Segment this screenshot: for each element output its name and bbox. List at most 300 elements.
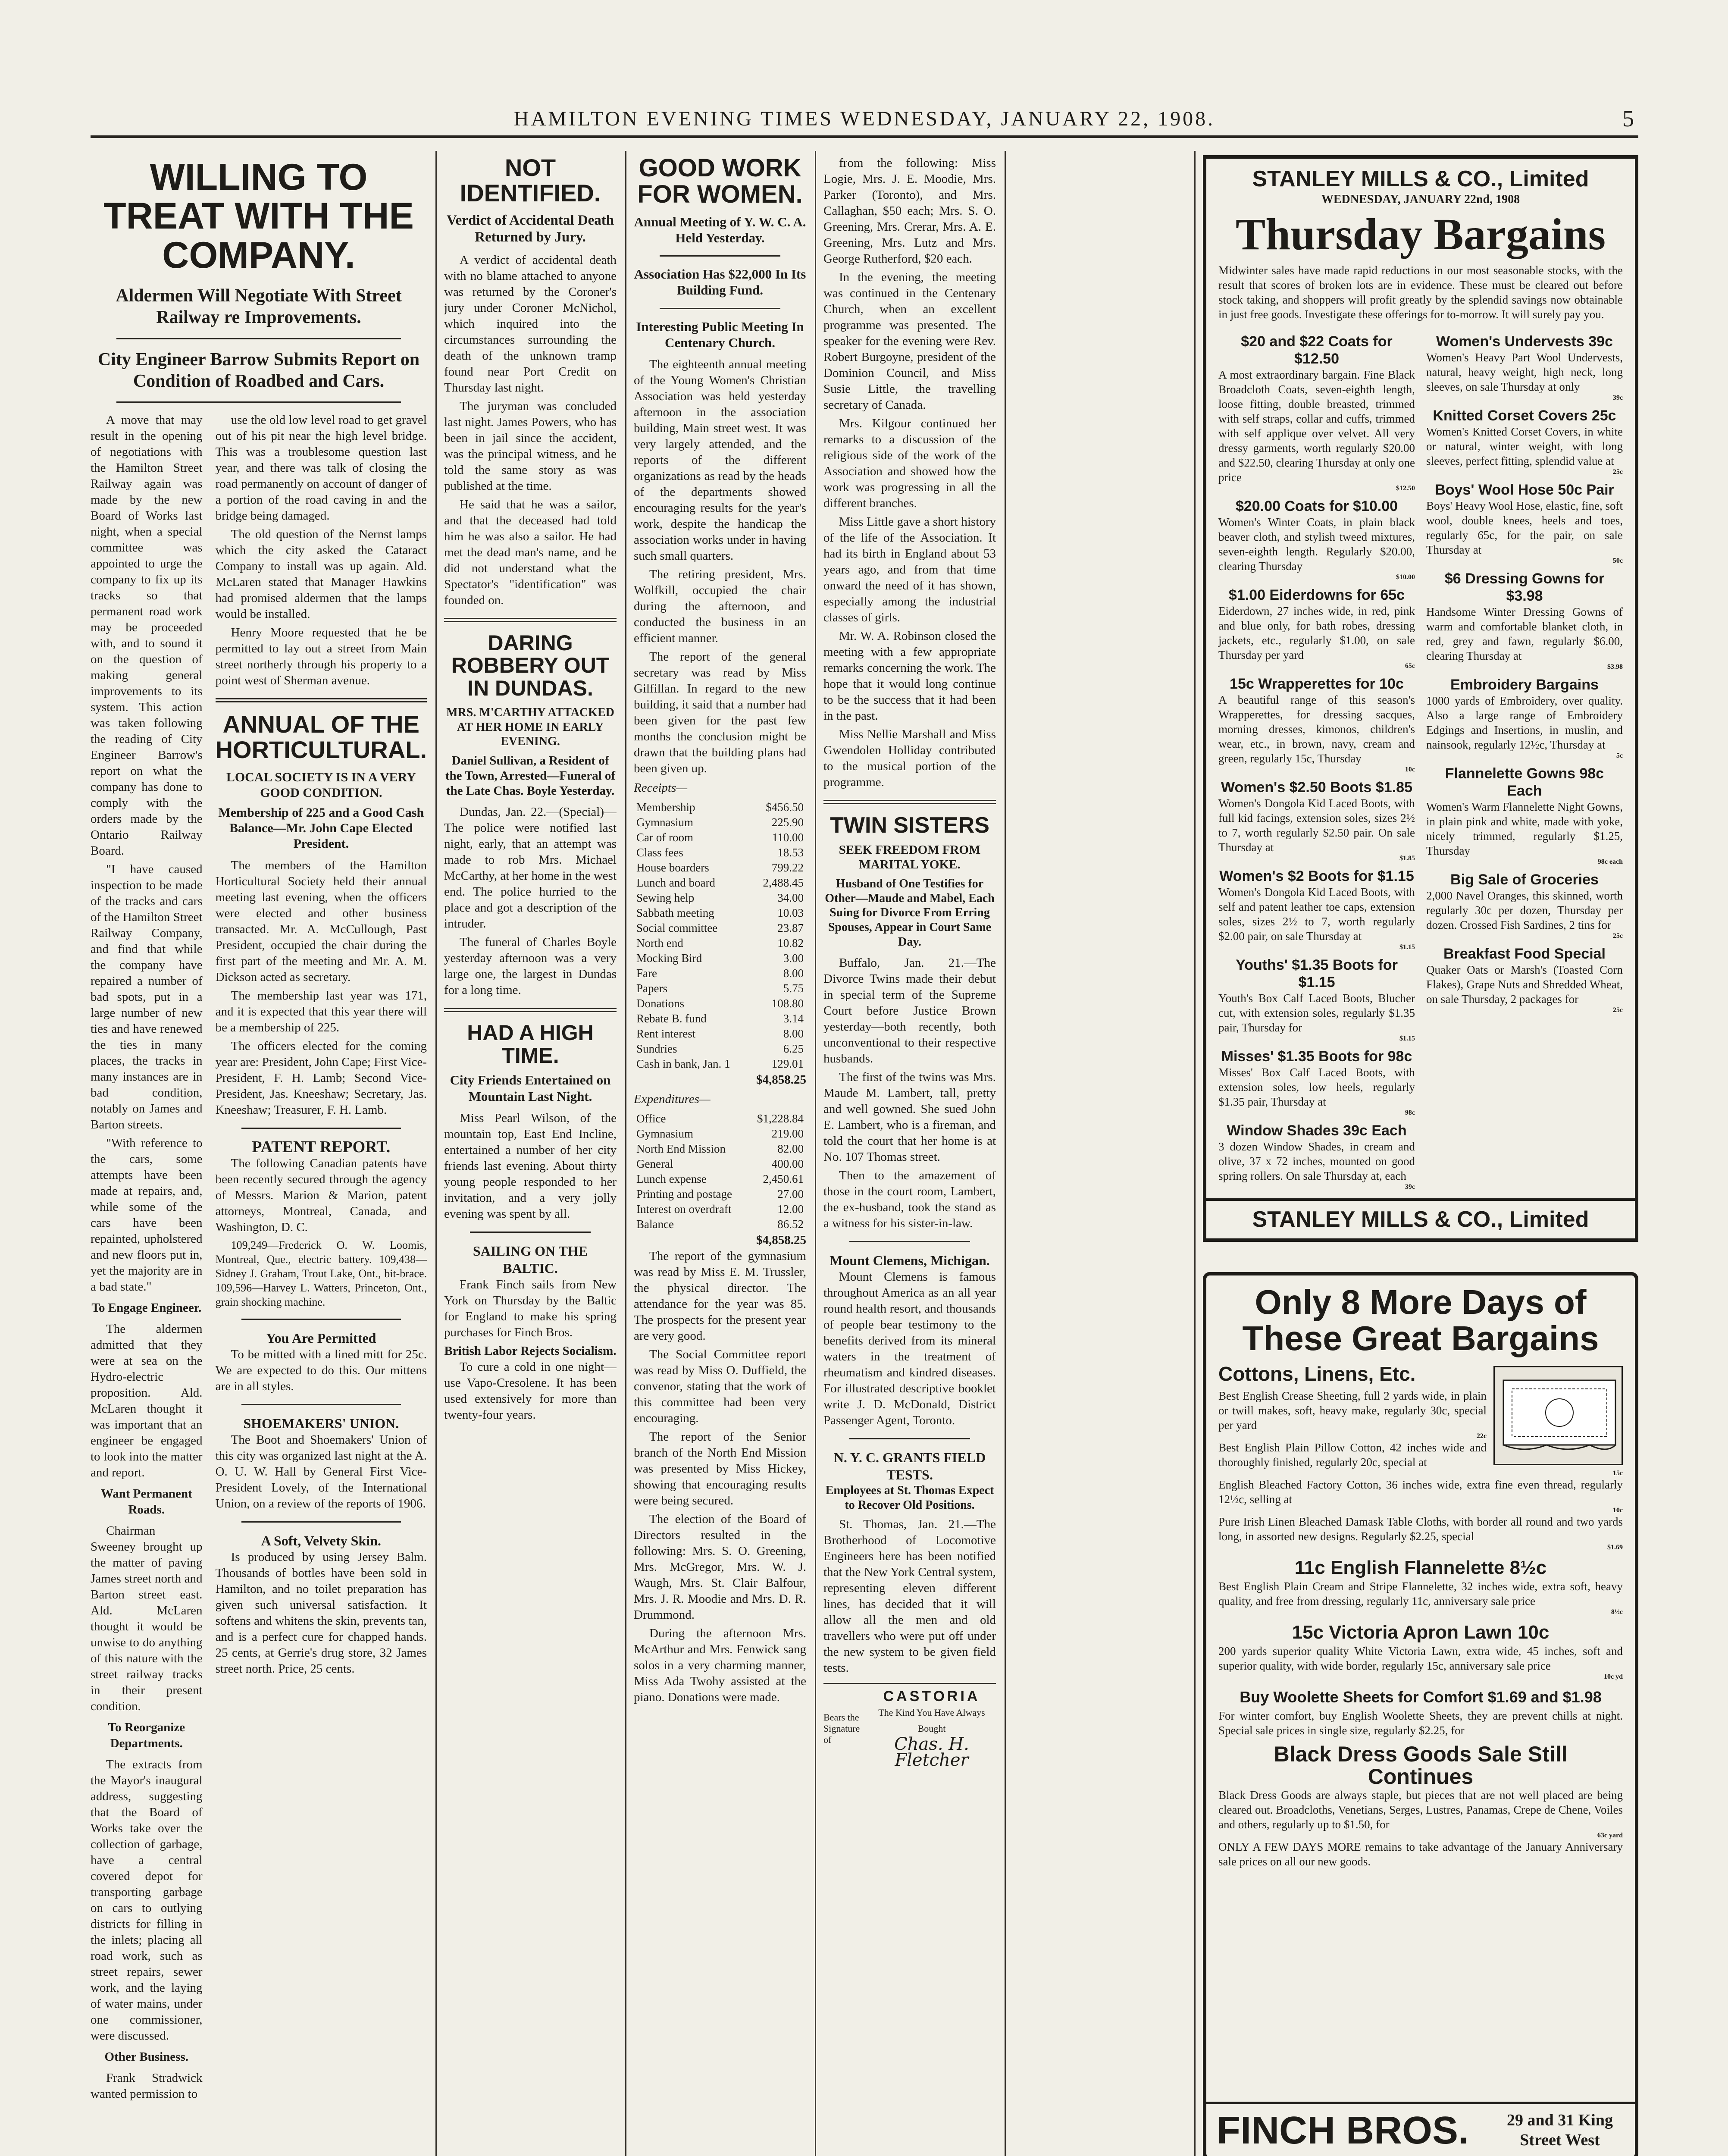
headline-velvety-skin: A Soft, Velvety Skin. bbox=[261, 1533, 381, 1549]
receipt-value: 3.00 bbox=[783, 951, 804, 965]
ad-item-price: 10c bbox=[1405, 765, 1415, 773]
headline-good-work: GOOD WORK FOR WOMEN. bbox=[637, 155, 803, 208]
receipt-row bbox=[635, 936, 805, 950]
receipt-label: Lunch and board bbox=[636, 876, 715, 889]
receipt-row bbox=[635, 997, 805, 1011]
finch-footer bbox=[1206, 2102, 1635, 2156]
paragraph: He said that he was a sailor, and that the deceased had told him he was also a sailor. He had met the dead man's name, and he did not understand what the Spectator's "identification" was founded on. bbox=[444, 497, 617, 607]
ad-item-desc: Quaker Oats or Marsh's (Toasted Corn Flakes), Grape Nuts and Shredded Wheat, on sale Thursday, 2 packages for bbox=[1426, 963, 1623, 1006]
finch-price: 22c bbox=[1476, 1432, 1487, 1440]
expenditure-label: Balance bbox=[636, 1217, 674, 1231]
ad-intro: Midwinter sales have made rapid reductions in our most seasonable stocks, with the result that scores of broken lots are in evidence. These must be cleared out before stock taking, and shoppers will profit greatly by the splendid savings now obtainable in just free goods. Investigate these offerings for to-morrow. It will surely pay you. bbox=[1218, 263, 1623, 321]
paragraph: from the following: Miss Logie, Mrs. J. E. Moodie, Mrs. Parker (Toronto), and Mrs. Callaghan, $50 each; Mrs. S. O. Greening, Mrs. Crerar, Mrs. A. E. Greening, Mrs. Lutz and Mrs. George Rutherford, $20 each. bbox=[823, 156, 996, 266]
ad-item-desc: Women's Dongola Kid Laced Boots, with full kid facings, extension soles, sizes 2½ to 7, worth regularly $2.50 pair. On sale Thursday at bbox=[1218, 796, 1415, 854]
linens-illustration-icon bbox=[1493, 1366, 1623, 1465]
receipt-label: Membership bbox=[636, 800, 695, 814]
expenditure-label: Interest on overdraft bbox=[636, 1202, 732, 1216]
receipt-row bbox=[635, 846, 805, 860]
expenditures-table bbox=[634, 1111, 806, 1232]
receipt-row bbox=[635, 906, 805, 920]
paragraph: The aldermen admitted that they were at sea on the Hydro-electric proposition. Ald. McLaren thought it was important that an engineer be engaged to look into the matter and report. bbox=[91, 1322, 203, 1480]
ad-item-title: 15c Wrapperettes for 10c bbox=[1230, 675, 1404, 692]
ad-item bbox=[1426, 333, 1623, 402]
finch-subhead: 11c English Flannelette 8½c bbox=[1294, 1557, 1547, 1579]
paragraph: During the afternoon Mrs. McArthur and Mrs. Fenwick sang solos in a very charming manner, Miss Ada Twohy assisted at the piano. Donations were made. bbox=[634, 1626, 806, 1704]
masthead-title: HAMILTON EVENING TIMES WEDNESDAY, JANUARY 22, 1908. bbox=[513, 107, 1215, 130]
ad-item bbox=[1218, 586, 1415, 670]
ad-item bbox=[1218, 779, 1415, 862]
subhead: To Engage Engineer. bbox=[91, 1301, 202, 1315]
finch-bros-ad bbox=[1203, 1272, 1638, 2156]
receipt-value: 129.01 bbox=[771, 1057, 804, 1070]
receipt-label: Class fees bbox=[636, 846, 683, 859]
ad-item bbox=[1426, 676, 1623, 760]
ad-item-desc: Women's Warm Flannelette Night Gowns, in plain pink and white, made with yoke, nicely trimmed, regularly $1.25, Thursday bbox=[1426, 800, 1623, 857]
ad-item-title: Boys' Wool Hose 50c Pair bbox=[1435, 481, 1614, 498]
finch-subhead: Black Dress Goods Sale Still Continues bbox=[1274, 1742, 1568, 1789]
finch-item: Best English Crease Sheeting, full 2 yards wide, in plain or twill makes, soft, heavy make, regularly 30c, special per yard bbox=[1218, 1389, 1487, 1432]
article-body-right bbox=[216, 412, 427, 2105]
divider bbox=[660, 308, 780, 309]
ad-item-desc: A beautiful range of this season's Wrapperettes, for dressing sacques, morning dresses, kimonos, children's wear, etc., in brown, navy, cream and green, regularly 15c, Thursday bbox=[1218, 693, 1415, 765]
expenditure-label: Lunch expense bbox=[636, 1172, 707, 1185]
paragraph: "I have caused inspection to be made of the tracks and cars of the Hamilton Street Railway Company, and find that while the company have repaired a number of bad spots, put in a large number of new ties and have renewed the ties in many places, the tracks in many instances are in bad condition, notably on James and Barton streets. bbox=[91, 862, 203, 1132]
paragraph: To be mitted with a lined mitt for 25c. We are expected to do this. Our mittens are in all styles. bbox=[215, 1348, 427, 1394]
receipt-row bbox=[635, 966, 805, 981]
headline-not-identified: NOT IDENTIFIED. bbox=[460, 155, 601, 207]
expenditure-row bbox=[635, 1142, 805, 1156]
paragraph: 109,249—Frederick O. W. Loomis, Montreal, Que., electric battery. 109,438—Sidney J. Graham, Trout Lake, Ont., bit-brace. 109,596—Harvey L. Watters, Princeton, Ont., grain shocking machine. bbox=[215, 1239, 427, 1309]
deck-horticultural: LOCAL SOCIETY IS IN A VERY GOOD CONDITION. bbox=[226, 770, 416, 800]
column-rule bbox=[1194, 151, 1196, 2156]
column-4 bbox=[634, 155, 806, 2156]
receipt-row bbox=[635, 951, 805, 965]
paragraph: The extracts from the Mayor's inaugural address, suggesting that the Board of Works take over the collection of garbage, have a central covered depot for transporting garbage on cars to outlying districts for filling in the inlets; placing all road work, such as street repairs, sewer work, and the laying of water mains, under one commissioner, were discussed. bbox=[91, 1758, 203, 2043]
ad-item-desc: 3 dozen Window Shades, in cream and olive, 37 x 72 inches, mounted on good spring rollers. On sale Thursday at, each bbox=[1218, 1140, 1415, 1182]
castoria-brand: CASTORIA bbox=[883, 1688, 980, 1705]
ad-item-price: $1.85 bbox=[1399, 854, 1415, 862]
ad-item-title: Knitted Corset Covers 25c bbox=[1433, 407, 1616, 424]
receipt-label: Papers bbox=[636, 981, 667, 995]
expenditure-value: 219.00 bbox=[771, 1127, 804, 1140]
expenditure-row bbox=[635, 1112, 805, 1126]
expenditure-value: $1,228.84 bbox=[757, 1112, 804, 1125]
receipt-row bbox=[635, 830, 805, 845]
deck-centenary: Interesting Public Meeting In Centenary Church. bbox=[636, 319, 804, 350]
paragraph: Dundas, Jan. 22.—(Special)—The police were notified last night, early, that an attempt was made to rob Mrs. Michael McCarthy, at her home in the west end. The police hurried to the place and got a description of the intruder. bbox=[444, 805, 617, 931]
paragraph: In the evening, the meeting was continued in the Centenary Church, when an excellent programme was presented. The speaker for the evening were Rev. Robert Burgoyne, president of the Dominion Council, and Miss Susie Little, the travelling secretary of Canada. bbox=[823, 270, 996, 412]
paragraph: The report of the general secretary was read by Miss Gilfillan. In regard to the new building, it said that a number had been given for the past few months the conclusion might be drawn that the building plans had been given up. bbox=[634, 649, 806, 775]
ad-items-right bbox=[1426, 328, 1623, 1195]
deck-twin-sisters-2: Husband of One Testifies for Other—Maude and Mabel, Each Suing for Divorce From Erring Spouses, Appear in Court Same Day. bbox=[825, 877, 995, 949]
ad-item bbox=[1218, 868, 1415, 951]
paragraph: The Social Committee report was read by Miss O. Duffield, the convenor, stating that the work of this committee had been very encouraging. bbox=[634, 1347, 806, 1425]
deck-street-railway: Aldermen Will Negotiate With Street Railway re Improvements. bbox=[116, 285, 402, 328]
ad-item-title: Women's $2 Boots for $1.15 bbox=[1219, 868, 1414, 884]
deck-not-identified: Verdict of Accidental Death Returned by Jury. bbox=[446, 212, 614, 245]
receipt-value: 2,488.45 bbox=[763, 876, 804, 889]
ad-item-title: Misses' $1.35 Boots for 98c bbox=[1221, 1048, 1412, 1065]
receipt-row bbox=[635, 861, 805, 875]
receipt-value: 3.14 bbox=[783, 1012, 804, 1025]
receipt-label: North end bbox=[636, 936, 683, 950]
expenditure-label: North End Mission bbox=[636, 1142, 726, 1155]
divider bbox=[470, 1232, 591, 1233]
castoria-tagline: The Kind You Have Always Bought bbox=[878, 1707, 985, 1734]
deck-high-time: City Friends Entertained on Mountain Last Night. bbox=[450, 1072, 611, 1104]
divider bbox=[444, 1008, 617, 1012]
divider bbox=[216, 698, 427, 702]
headline-you-are-permitted: You Are Permitted bbox=[266, 1330, 376, 1346]
ad-item bbox=[1218, 956, 1415, 1043]
subhead: To Reorganize Departments. bbox=[108, 1720, 185, 1751]
finch-subhead: Buy Woolette Sheets for Comfort $1.69 and $1.98 bbox=[1240, 1688, 1602, 1706]
receipt-value: 34.00 bbox=[777, 891, 804, 904]
ad-items-left bbox=[1218, 328, 1415, 1195]
headline-shoemakers-union: SHOEMAKERS' UNION. bbox=[243, 1416, 399, 1432]
divider bbox=[849, 1438, 970, 1439]
receipt-label: Sabbath meeting bbox=[636, 906, 714, 919]
ad-company-name: STANLEY MILLS & CO., Limited bbox=[1252, 166, 1589, 191]
receipt-label: Mocking Bird bbox=[636, 951, 702, 965]
ad-item-price: 98c each bbox=[1597, 858, 1623, 865]
ad-date: WEDNESDAY, JANUARY 22nd, 1908 bbox=[1321, 192, 1520, 206]
paragraph: Frank Stradwick wanted permission to bbox=[91, 2071, 203, 2101]
receipt-label: Fare bbox=[636, 966, 657, 980]
divider bbox=[241, 1128, 401, 1129]
ad-item-price: 25c bbox=[1612, 932, 1623, 940]
ad-item-title: Big Sale of Groceries bbox=[1450, 871, 1599, 888]
paragraph: The first of the twins was Mrs. Maude M. Lambert, tall, pretty and well gowned. She sued John E. Lambert, who is a fireman, and told the court that her home is at No. 107 Thomas street. bbox=[823, 1070, 996, 1164]
page-number: 5 bbox=[1622, 106, 1634, 132]
receipt-label: Rebate B. fund bbox=[636, 1012, 707, 1025]
paragraph: A move that may result in the opening of negotiations with the Hamilton Street Railway again was made by the new Board of Works last night, when a special committee was appointed to urge the company to fix up its tracks so that permanent road work may be proceeded with, and to sound it on the question of making general improvements to its system. This action was taken following the reading of City Engineer Barrow's report on what the company has done to comply with the orders made by the Ontario Railway Board. bbox=[91, 413, 203, 858]
receipt-value: 108.80 bbox=[771, 997, 804, 1010]
receipt-value: $456.50 bbox=[766, 800, 804, 814]
finch-item: ONLY A FEW DAYS MORE remains to take advantage of the January Anniversary sale prices on all our new goods. bbox=[1218, 1840, 1623, 1868]
paragraph: Is produced by using Jersey Balm. Thousands of bottles have been sold in Hamilton, and no toilet preparation has given such universal satisfaction. It softens and whitens the skin, prevents tan, and is a perfect cure for chapped hands. 25 cents, at Gerrie's drug store, 32 James street north. Price, 25 cents. bbox=[215, 1550, 427, 1676]
divider bbox=[823, 800, 996, 804]
receipt-label: Cash in bank, Jan. 1 bbox=[636, 1057, 730, 1070]
ad-item-price: 98c bbox=[1405, 1109, 1415, 1116]
receipt-label: Social committee bbox=[636, 921, 718, 934]
article-street-railway bbox=[91, 155, 427, 2156]
ad-item-desc: 1000 yards of Embroidery, over quality. Also a large range of Embroidery Edgings and Insertions, in muslin, and nainsook, regularly 12½c, Thursday at bbox=[1426, 694, 1623, 751]
subhead: Want Permanent Roads. bbox=[100, 1487, 192, 1517]
receipt-row bbox=[635, 876, 805, 890]
finch-price: 15c bbox=[1612, 1470, 1623, 1477]
ad-item-price: 65c bbox=[1405, 662, 1415, 670]
headline-twin-sisters: TWIN SISTERS bbox=[830, 813, 989, 838]
ad-item-desc: A most extraordinary bargain. Fine Black Broadcloth Coats, seven-eighth length, loose fitting, double breasted, trimmed with self straps, collar and cuffs, trimmed with self applique over velvet. All very dressy garments, worth regularly $20.00 and $22.50, clearing Thursday at only one price bbox=[1218, 368, 1415, 484]
finch-price: $1.69 bbox=[1607, 1544, 1623, 1551]
ad-item-price: $12.50 bbox=[1396, 484, 1415, 492]
paragraph: Mr. W. A. Robinson closed the meeting with a few appropriate remarks concerning the work. The hope that it would long continue to be the success that it had been in the past. bbox=[823, 629, 996, 723]
receipt-label: Sundries bbox=[636, 1042, 677, 1055]
ad-item-price: 5c bbox=[1616, 752, 1623, 759]
column-3 bbox=[444, 155, 617, 2156]
ad-item-desc: Women's Heavy Part Wool Undervests, natural, heavy weight, high neck, long sleeves, on sale Thursday at only bbox=[1426, 351, 1623, 393]
paragraph: Miss Nellie Marshall and Miss Gwendolen Holliday contributed to the musical portion of the programme. bbox=[823, 727, 996, 789]
subhead: Other Business. bbox=[104, 2050, 188, 2064]
paragraph: The following Canadian patents have been recently secured through the agency of Messrs. Marion & Marion, patent attorneys, Montreal, Canada, and Washington, D. C. bbox=[215, 1156, 427, 1235]
receipt-value: 8.00 bbox=[783, 1027, 804, 1040]
headline-sailing-baltic: SAILING ON THE BALTIC. bbox=[473, 1243, 588, 1276]
expenditure-value: 2,450.61 bbox=[763, 1172, 804, 1185]
column-rule bbox=[435, 151, 437, 2156]
expenditure-row bbox=[635, 1127, 805, 1141]
headline-mount-clemens: Mount Clemens, Michigan. bbox=[830, 1253, 990, 1269]
receipt-label: Car of room bbox=[636, 830, 693, 844]
receipt-row bbox=[635, 1042, 805, 1056]
stanley-mills-ad bbox=[1203, 155, 1638, 1242]
masthead bbox=[91, 99, 1638, 138]
ad-item-desc: Eiderdown, 27 inches wide, in red, pink and blue only, for bath robes, dressing jackets, etc., regularly $1.00, on sale Thursday per yard bbox=[1218, 604, 1415, 661]
finch-price: 10c yd bbox=[1604, 1673, 1623, 1681]
receipt-value: 799.22 bbox=[771, 861, 804, 874]
deck-building-fund: Association Has $22,000 In Its Building Fund. bbox=[634, 266, 806, 298]
receipt-row bbox=[635, 1012, 805, 1026]
receipt-label: House boarders bbox=[636, 861, 709, 874]
divider bbox=[660, 255, 780, 257]
ad-footer-company: STANLEY MILLS & CO., Limited bbox=[1252, 1207, 1589, 1232]
article-body-left bbox=[91, 412, 203, 2105]
ad-item-price: $3.98 bbox=[1607, 663, 1623, 671]
receipts-table bbox=[634, 799, 806, 1072]
receipt-value: 10.03 bbox=[777, 906, 804, 919]
ad-item-title: Youths' $1.35 Boots for $1.15 bbox=[1236, 956, 1398, 990]
article-body-two-col bbox=[91, 412, 427, 2105]
ad-item-title: $20 and $22 Coats for $12.50 bbox=[1241, 333, 1393, 367]
ad-item bbox=[1426, 481, 1623, 565]
castoria-signature-label: Bears the Signature of bbox=[823, 1711, 860, 1745]
column-rule bbox=[815, 151, 816, 2156]
ad-item-title: Embroidery Bargains bbox=[1450, 676, 1599, 693]
deck-nyc: Employees at St. Thomas Expect to Recover Old Positions. bbox=[825, 1484, 994, 1512]
newspaper-page bbox=[91, 99, 1638, 2156]
divider bbox=[849, 1241, 970, 1242]
receipt-value: 225.90 bbox=[771, 815, 804, 829]
expenditure-row bbox=[635, 1217, 805, 1232]
divider bbox=[116, 401, 401, 403]
deck-horticultural-2: Membership of 225 and a Good Cash Balance—Mr. John Cape Elected President. bbox=[218, 805, 424, 851]
finch-item: Black Dress Goods are always staple, but pieces that are not well placed are being cleared out. Broadcloths, Venetians, Serges, Lustres, Panamas, Crepe de Chene, Voiles and others, regularly up to $1.50, for bbox=[1218, 1789, 1623, 1831]
receipt-row bbox=[635, 1027, 805, 1041]
paragraph: The retiring president, Mrs. Wolfkill, occupied the chair during the afternoon, and conducted the business in an efficient manner. bbox=[634, 567, 806, 645]
ad-item-desc: Women's Knitted Corset Covers, in white or natural, winter weight, with long sleeves, perfect fitting, splendid value at bbox=[1426, 425, 1623, 467]
finch-company: FINCH BROS. bbox=[1217, 2109, 1469, 2152]
divider bbox=[116, 338, 401, 339]
ad-item-title: Breakfast Food Special bbox=[1443, 945, 1606, 962]
ad-item-price: $1.15 bbox=[1399, 943, 1415, 951]
ad-item bbox=[1218, 498, 1415, 581]
receipt-row bbox=[635, 800, 805, 815]
expenditure-value: 12.00 bbox=[777, 1202, 804, 1216]
receipt-row bbox=[635, 921, 805, 935]
receipt-label: Donations bbox=[636, 997, 684, 1010]
ad-item bbox=[1218, 1122, 1415, 1191]
ad-item-title: Flannelette Gowns 98c Each bbox=[1445, 765, 1604, 799]
receipt-row bbox=[635, 1057, 805, 1071]
finch-headline: Only 8 More Days of These Great Bargains bbox=[1242, 1283, 1599, 1357]
paragraph: A verdict of accidental death with no blame attached to anyone was returned by the Coroner's jury under Coroner McNichol, which inquired into the circumstances surrounding the death of the unknown tramp found near Port Credit on Thursday last night. bbox=[444, 253, 617, 395]
paragraph: Buffalo, Jan. 21.—The Divorce Twins made their debut in special term of the Supreme Court before Justice Brown yesterday—both recently, both unconventional to their respective husbands. bbox=[823, 956, 996, 1066]
finch-subhead: 15c Victoria Apron Lawn 10c bbox=[1292, 1622, 1550, 1643]
ad-item-price: 25c bbox=[1612, 1006, 1623, 1014]
ad-item-desc: Youth's Box Calf Laced Boots, Blucher cut, with extension soles, regularly $1.35 pair, Thursday for bbox=[1218, 991, 1415, 1034]
ad-item-price: 50c bbox=[1612, 557, 1623, 564]
expenditure-row bbox=[635, 1202, 805, 1216]
paragraph: The members of the Hamilton Horticultural Society held their annual meeting last evening, when the officers were elected and other business transacted. Mr. A. McCullough, Past President, occupied the chair during the first part of the meeting and Mr. A. M. Dickson acted as secretary. bbox=[215, 859, 427, 984]
expenditure-label: Office bbox=[636, 1112, 666, 1125]
receipt-value: 8.00 bbox=[783, 966, 804, 980]
expenditure-value: 400.00 bbox=[771, 1157, 804, 1170]
finch-price: 63c yard bbox=[1597, 1832, 1623, 1839]
ad-item-title: Women's Undervests 39c bbox=[1436, 333, 1613, 350]
paragraph: The funeral of Charles Boyle yesterday afternoon was a very large one, the largest in Dundas for a long time. bbox=[444, 935, 617, 997]
ad-item bbox=[1218, 333, 1415, 492]
ad-item bbox=[1218, 1048, 1415, 1117]
paragraph: The Boot and Shoemakers' Union of this city was organized last night at the A. O. U. W. Hall by General First Vice-President Lovely, of the International Union, on a review of the reports of 1906. bbox=[215, 1433, 427, 1511]
finch-item: 200 yards superior quality White Victoria Lawn, extra wide, 45 inches, soft and superior quality, with wide border, regularly 15c, anniversary sale price bbox=[1218, 1645, 1623, 1673]
finch-item: Best English Plain Cream and Stripe Flannelette, 32 inches wide, extra soft, heavy quality, and free from dressing, regularly 11c, anniversary sale price bbox=[1218, 1580, 1623, 1608]
ad-item-desc: Handsome Winter Dressing Gowns of warm and comfortable blanket cloth, in red, grey and fawn, regularly $6.00, clearing Thursday at bbox=[1426, 605, 1623, 662]
receipt-label: Sewing help bbox=[636, 891, 695, 904]
deck-city-engineer: City Engineer Barrow Submits Report on Condition of Roadbed and Cars. bbox=[97, 349, 420, 392]
ad-item bbox=[1218, 675, 1415, 774]
deck-daring-robbery: MRS. M'CARTHY ATTACKED AT HER HOME IN EARLY EVENING. bbox=[446, 706, 614, 749]
ad-item-desc: Boys' Heavy Wool Hose, elastic, fine, soft wool, double knees, heels and toes, regularly 65c, for the pair, on sale Thursday at bbox=[1426, 499, 1623, 556]
ad-items bbox=[1218, 328, 1623, 1195]
ad-item-title: Women's $2.50 Boots $1.85 bbox=[1221, 779, 1412, 796]
paragraph: The eighteenth annual meeting of the Young Women's Christian Association was held yesterday afternoon in the association building, Main street west. It was very largely attended, and the reports of the different organizations as read by the heads of the departments showed encouraging results for the year's work, despite the handicap the association works under in having such small quarters. bbox=[634, 357, 806, 563]
expenditure-label: Printing and postage bbox=[636, 1187, 732, 1200]
paragraph: "With reference to the cars, some attempts have been made at repairs, and, while some of the cars have been repainted, upholstered and new floors put in, yet the majority are in a bad state." bbox=[91, 1136, 203, 1294]
paragraph: Henry Moore requested that he be permitted to lay out a street from Main street northerly through his property to a point west of Sherman avenue. bbox=[215, 626, 427, 688]
paragraph: use the old low level road to get gravel out of his pit near the high level bridge. This was a troublesome question last year, and there was talk of closing the road permanently on account of danger of a portion of the road caving in and the bridge being damaged. bbox=[215, 413, 427, 523]
receipt-value: 23.87 bbox=[777, 921, 804, 934]
divider bbox=[241, 1404, 401, 1405]
receipt-value: 5.75 bbox=[783, 981, 804, 995]
ad-item bbox=[1426, 765, 1623, 866]
paragraph: The election of the Board of Directors resulted in the following: Mrs. S. O. Greening, Mrs. McGregor, Mrs. W. J. Waugh, Mrs. St. Clair Balfour, Mrs. J. R. Moodie and Mrs. D. R. Drummond. bbox=[634, 1512, 806, 1622]
finch-item: English Bleached Factory Cotton, 36 inches wide, extra fine even thread, regularly 12½c, selling at bbox=[1218, 1478, 1623, 1506]
expenditure-row bbox=[635, 1172, 805, 1186]
column-5 bbox=[823, 155, 996, 2156]
subhead: British Labor Rejects Socialism. bbox=[444, 1344, 617, 1358]
finch-item: Pure Irish Linen Bleached Damask Table Cloths, with border all round and two yards long, in assorted new designs. Regularly $2.25, special bbox=[1218, 1515, 1623, 1543]
finch-price: 10c bbox=[1612, 1507, 1623, 1514]
ad-item-title: $1.00 Eiderdowns for 65c bbox=[1228, 586, 1405, 603]
expenditure-label: Gymnasium bbox=[636, 1127, 693, 1140]
ad-item-title: $20.00 Coats for $10.00 bbox=[1235, 498, 1398, 514]
paragraph: The officers elected for the coming year are: President, John Cape; First Vice-President, F. H. Lamb; Second Vice-President, Jas. Kneeshaw; Secretary, Jas. Kneeshaw; Treasurer, F. H. Lamb. bbox=[215, 1039, 427, 1117]
divider bbox=[241, 1319, 401, 1320]
finch-item: For winter comfort, buy English Woolette Sheets, they are prevent chills at night. Special sale prices in single size, regularly $2.25, for bbox=[1218, 1709, 1623, 1737]
expenditure-row bbox=[635, 1157, 805, 1171]
finch-address: 29 and 31 King Street West bbox=[1506, 2111, 1613, 2149]
paragraph: Mount Clemens is famous throughout America as an all year round health resort, and thousands of people bear testimony to the benefits derived from its mineral waters in the treatment of rheumatism and kindred diseases. For illustrated descriptive booklet write J. D. McDonald, District Passenger Agent, Toronto. bbox=[823, 1270, 996, 1428]
receipt-value: 18.53 bbox=[777, 846, 804, 859]
deck-daring-robbery-2: Daniel Sullivan, a Resident of the Town, Arrested—Funeral of the Late Chas. Boyle Yesterday. bbox=[445, 754, 616, 798]
expenditure-value: 86.52 bbox=[777, 1217, 804, 1231]
expenditures-total: $4,858.25 bbox=[756, 1233, 806, 1247]
paragraph: Miss Pearl Wilson, of the mountain top, East End Incline, entertained a number of her city friends last evening. About thirty young people responded to her invitation, and a very jolly evening was spent by all. bbox=[444, 1111, 617, 1221]
ad-item-price: 39c bbox=[1405, 1183, 1415, 1191]
expenditure-row bbox=[635, 1187, 805, 1201]
castoria-ad bbox=[823, 1683, 996, 1771]
expenditure-label: General bbox=[636, 1157, 673, 1170]
castoria-handwritten-signature: Chas. H. Fletcher bbox=[894, 1734, 969, 1771]
expenditure-value: 27.00 bbox=[777, 1187, 804, 1200]
finch-subhead: Cottons, Linens, Etc. bbox=[1218, 1363, 1416, 1385]
receipt-value: 110.00 bbox=[772, 830, 804, 844]
paragraph: Frank Finch sails from New York on Thursday by the Baltic for England to make his spring purchases for Finch Bros. bbox=[444, 1277, 617, 1339]
ad-footer bbox=[1206, 1198, 1635, 1238]
ad-item-price: $10.00 bbox=[1396, 573, 1415, 581]
deck-twin-sisters: SEEK FREEDOM FROM MARITAL YOKE. bbox=[839, 843, 981, 872]
paragraph: The juryman was concluded last night. James Powers, who has been in jail since the accident, was the principal witness, and he told the same story as was published at the time. bbox=[444, 399, 617, 493]
divider bbox=[241, 1521, 401, 1523]
ad-item-price: $1.15 bbox=[1399, 1034, 1415, 1042]
ad-item-price: 25c bbox=[1612, 468, 1623, 476]
headline-high-time: HAD A HIGH TIME. bbox=[467, 1021, 594, 1068]
paragraph: Chairman Sweeney brought up the matter of paving James street north and Barton street east. Ald. McLaren thought it would be unwise to do anything of this nature with the street railway tracks in their present condition. bbox=[91, 1524, 203, 1714]
ad-item-desc: 2,000 Navel Oranges, this skinned, worth regularly 30c per dozen, Thursday per dozen. Crossed Fish Sardines, 2 tins for bbox=[1426, 889, 1623, 931]
receipts-total: $4,858.25 bbox=[756, 1072, 806, 1087]
paragraph: The membership last year was 171, and it is expected that this year there will be a membership of 225. bbox=[215, 989, 427, 1035]
receipt-value: 10.82 bbox=[777, 936, 804, 950]
ad-item-title: Window Shades 39c Each bbox=[1227, 1122, 1407, 1139]
paragraph: St. Thomas, Jan. 21.—The Brotherhood of Locomotive Engineers here has been notified that the New York Central system, representing eleven different lines, has decided that it will allow all the men and old travellers who were put off under the new system to be given field tests. bbox=[823, 1517, 996, 1675]
receipt-row bbox=[635, 981, 805, 996]
ad-item-title: $6 Dressing Gowns for $3.98 bbox=[1444, 570, 1605, 604]
receipt-row bbox=[635, 815, 805, 830]
paragraph: The old question of the Nernst lamps which the city asked the Cataract Company to install was up again. Ald. McLaren stated that Manager Hawkins had promised aldermen that the lamps would be installed. bbox=[215, 527, 427, 621]
paragraph: Then to the amazement of those in the court room, Lambert, the ex-husband, took the stand as a witness for his sister-in-law. bbox=[823, 1169, 996, 1231]
ad-item bbox=[1426, 570, 1623, 671]
headline-horticultural: ANNUAL OF THE HORTICULTURAL. bbox=[215, 711, 427, 764]
ad-item bbox=[1426, 945, 1623, 1014]
paragraph: Mrs. Kilgour continued her remarks to a discussion of the religious side of the work of the Association and showed how the work was progressing in all the different branches. bbox=[823, 417, 996, 510]
expenditure-value: 82.00 bbox=[777, 1142, 804, 1155]
paragraph: To cure a cold in one night—use Vapo-Cresolene. It has been used extensively for more than twenty-four years. bbox=[444, 1360, 617, 1422]
divider bbox=[444, 618, 617, 622]
headline-daring-robbery: DARING ROBBERY OUT IN DUNDAS. bbox=[451, 630, 610, 700]
ad-item bbox=[1426, 407, 1623, 476]
receipt-value: 6.25 bbox=[783, 1042, 804, 1055]
finch-price: 8½c bbox=[1611, 1608, 1623, 1616]
finch-item: Best English Plain Pillow Cotton, 42 inches wide and thoroughly finished, regularly 20c, special at bbox=[1218, 1441, 1487, 1469]
column-rule bbox=[1005, 151, 1006, 2156]
ad-item-desc: Misses' Box Calf Laced Boots, with extension soles, low heels, regularly $1.35 pair, Thursday at bbox=[1218, 1065, 1415, 1108]
ad-item-desc: Women's Winter Coats, in plain black beaver cloth, and stylish tweed mixtures, seven-eighth length. Regularly $20.00, clearing Thursday bbox=[1218, 515, 1415, 573]
table-title-receipts: Receipts— bbox=[634, 780, 688, 795]
column-rule bbox=[625, 151, 626, 2156]
table-title-expenditures: Expenditures— bbox=[634, 1092, 711, 1106]
ad-item-price: 39c bbox=[1612, 394, 1623, 401]
deck-ywca: Annual Meeting of Y. W. C. A. Held Yesterday. bbox=[634, 214, 806, 245]
paragraph: The report of the Senior branch of the North End Mission was presented by Miss Hickey, showing that encouraging results were being secured. bbox=[634, 1429, 806, 1507]
ad-item bbox=[1426, 871, 1623, 940]
receipt-label: Gymnasium bbox=[636, 815, 693, 829]
paragraph: The report of the gymnasium was read by Miss E. M. Trussler, the physical director. The attendance for the year was 85. The prospects for the present year are very good. bbox=[634, 1249, 806, 1343]
headline-patent-report: PATENT REPORT. bbox=[252, 1138, 391, 1156]
receipt-row bbox=[635, 891, 805, 905]
ad-headline: Thursday Bargains bbox=[1235, 209, 1606, 259]
headline-nyc-field-tests: N. Y. C. GRANTS FIELD TESTS. bbox=[833, 1450, 986, 1483]
headline-street-railway: WILLING TO TREAT WITH THE COMPANY. bbox=[103, 157, 414, 276]
